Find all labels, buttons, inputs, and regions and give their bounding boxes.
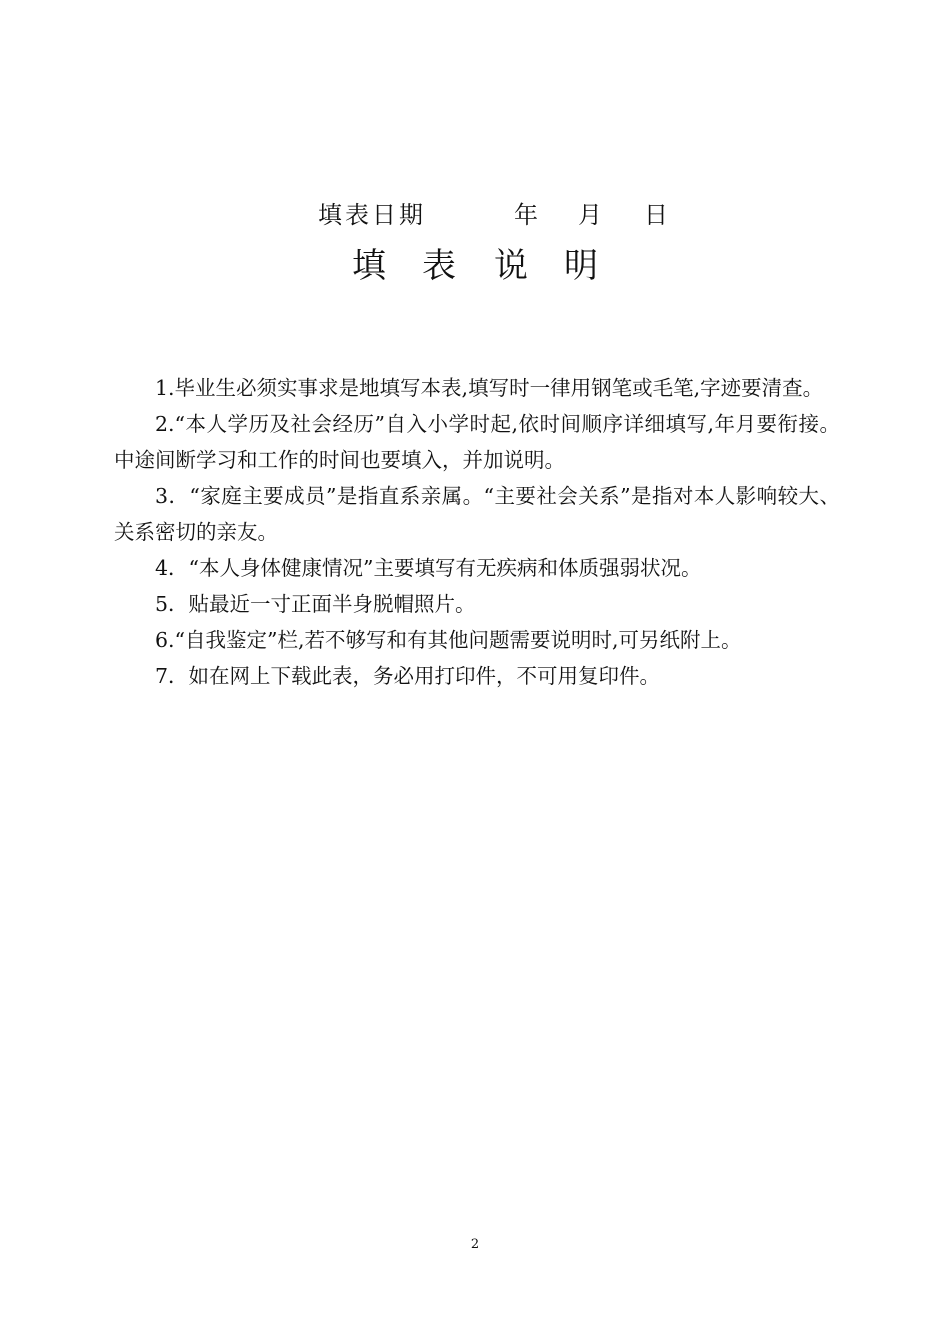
instructions-list [114,370,840,694]
instruction-item-2: 2.“本人学历及社会经历”自入小学时起,依时间顺序详细填写,年月要衔接。中途间断学习和工作的时间也要填入，并加说明。 [114,412,840,472]
instruction-item-5: 5．贴最近一寸正面半身脱帽照片。 [155,592,476,616]
instructions-heading [352,242,612,290]
heading-char: 表 [422,246,456,286]
date-month-label: 月 [578,201,602,229]
instruction-item-3: 3．“家庭主要成员”是指直系亲属。“主要社会关系”是指对本人影响较大、关系密切的亲友。 [114,484,840,544]
heading-char: 明 [564,246,598,286]
instruction-item-6: 6.“自我鉴定”栏,若不够写和有其他问题需要说明时,可另纸附上。 [155,628,742,652]
fill-date-label: 填表日期 [318,201,426,229]
heading-char: 说 [494,246,528,286]
instruction-item-7: 7．如在网上下载此表，务必用打印件，不可用复印件。 [155,664,661,688]
heading-char: 填 [352,246,386,286]
date-day-label: 日 [644,201,668,229]
instruction-item-4: 4．“本人身体健康情况”主要填写有无疾病和体质强弱状况。 [155,556,702,580]
date-year-label: 年 [514,201,538,229]
instruction-item-1: 1.毕业生必须实事求是地填写本表,填写时一律用钢笔或毛笔,字迹要清查。 [155,376,824,400]
page-number: 2 [470,1237,480,1252]
